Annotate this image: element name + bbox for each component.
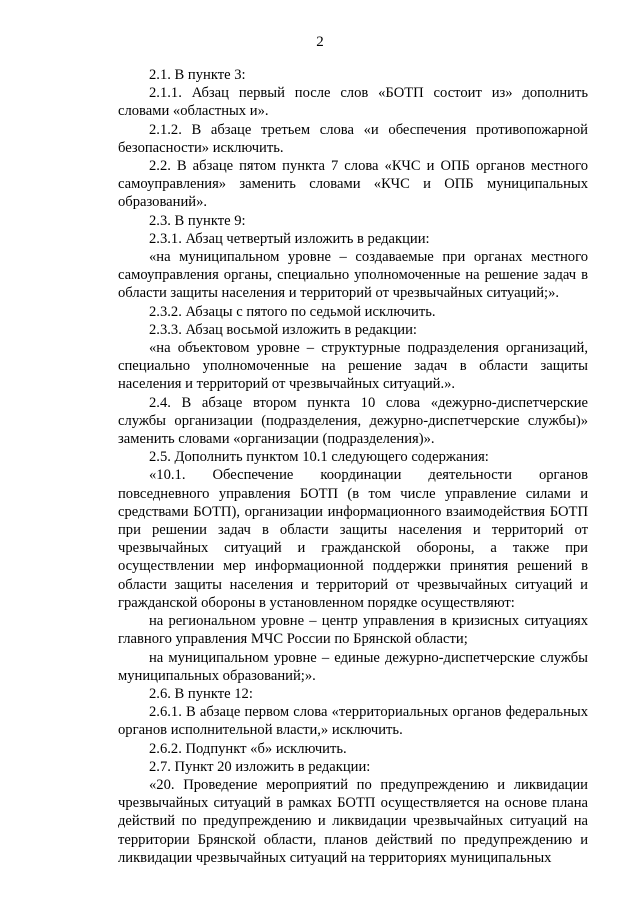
paragraph: 2.6. В пункте 12: bbox=[149, 685, 253, 702]
paragraph: на муниципальном уровне – единые дежурно-диспетчерские службы муниципальных образований;». bbox=[118, 649, 588, 684]
paragraph: 2.2. В абзаце пятом пункта 7 слова «КЧС и ОПБ органов местного самоуправления» заменить словами «КЧС и ОПБ муниципальных образований». bbox=[118, 158, 588, 211]
paragraph: 2.3. В пункте 9: bbox=[149, 212, 246, 229]
paragraph: 2.5. Дополнить пунктом 10.1 следующего содержания: bbox=[149, 449, 489, 466]
paragraph: 2.1. В пункте 3: bbox=[149, 67, 246, 83]
paragraph: «20. Проведение мероприятий по предупреждению и ликвидации чрезвычайных ситуаций в рамках БОТП осуществляется на основе плана действий по предупреждению и ликвидации чрезвычайных ситуаций на территории Брянской области, планов действий по предупреждению и ликвидации чрезвычайных ситуаций на территориях муниципальных bbox=[118, 776, 588, 866]
paragraph: 2.7. Пункт 20 изложить в редакции: bbox=[149, 758, 371, 775]
paragraph: 2.1.1. Абзац первый после слов «БОТП состоит из» дополнить словами «областных и». bbox=[118, 85, 588, 120]
paragraph: «на объектовом уровне – структурные подразделения организаций, специально уполномоченные на решение задач в области защиты населения и территорий от чрезвычайных ситуаций.». bbox=[118, 340, 588, 393]
paragraph: 2.4. В абзаце втором пункта 10 слова «дежурно-диспетчерские службы организации (подразделения, дежурно-диспетчерские службы)» заменить словами «организации (подразделения)». bbox=[118, 394, 588, 448]
paragraph: 2.1.2. В абзаце третьем слова «и обеспечения противопожарной безопасности» исключить. bbox=[118, 121, 588, 156]
paragraph: «на муниципальном уровне – создаваемые при органах местного самоуправления органы, специально уполномоченные на решение задач в области защиты населения и территорий от чрезвычайных ситуаций;». bbox=[118, 249, 588, 302]
document-body bbox=[118, 66, 588, 867]
page-number: 2 bbox=[316, 34, 324, 50]
paragraph: на региональном уровне – центр управления в кризисных ситуациях главного управления МЧС России по Брянской области; bbox=[118, 613, 588, 648]
paragraph: 2.6.1. В абзаце первом слова «территориальных органов федеральных органов исполнительной власти,» исключить. bbox=[118, 704, 588, 739]
paragraph: 2.3.1. Абзац четвертый изложить в редакции: bbox=[149, 230, 430, 247]
paragraph: 2.3.2. Абзацы с пятого по седьмой исключить. bbox=[149, 303, 436, 320]
paragraph: «10.1. Обеспечение координации деятельности органов повседневного управления БОТП (в том числе управление силами и средствами БОТП), организации информационного взаимодействия БОТП при решении задач в области защиты населения и территорий от чрезвычайных ситуаций и гражданской обороны, а также при осуществлении мер информационной поддержки принятия решений в области защиты населения и территорий от чрезвычайных ситуаций и гражданской обороны в установленном порядке осуществляют: bbox=[118, 467, 588, 611]
paragraph: 2.3.3. Абзац восьмой изложить в редакции: bbox=[149, 321, 417, 338]
paragraph: 2.6.2. Подпункт «б» исключить. bbox=[149, 740, 347, 757]
